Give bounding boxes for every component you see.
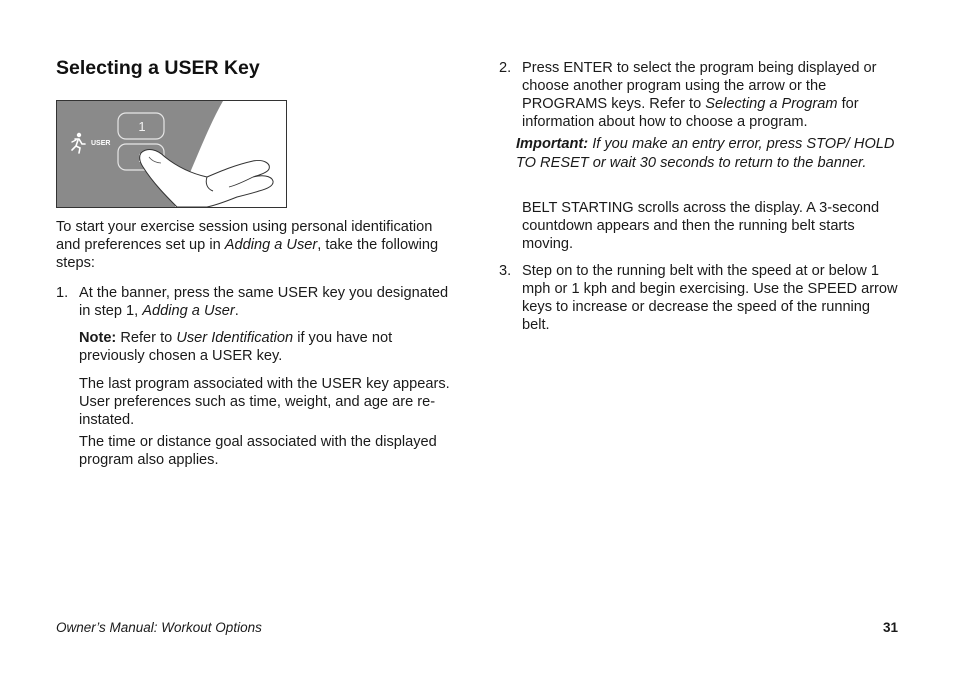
step2-link-selecting-program: Selecting a Program	[705, 96, 838, 112]
step1-text-1: At the banner, press the same USER key you designated in step 1,	[79, 285, 449, 319]
step1-note	[79, 329, 456, 365]
note-link-user-identification: User Identification	[176, 330, 294, 346]
step-number: 3.	[499, 263, 512, 279]
step-text	[79, 284, 456, 320]
step2-text-1: Press ENTER to select the program being displayed or choose another program using the arrow or the PROGRAMS keys. Refer to	[522, 60, 877, 112]
intro-link-adding-user: Adding a User	[224, 237, 318, 253]
intro-text-3: , take the following steps:	[56, 237, 439, 271]
step2-paragraph-2: BELT STARTING scrolls across the display. A 3-second countdown appears and then the running belt starts moving.	[522, 200, 880, 252]
note-text-1: Refer to	[116, 330, 177, 346]
step-number: 2.	[499, 60, 512, 76]
user-key-illustration	[56, 100, 287, 208]
step1-paragraph-3: The time or distance goal associated with the displayed program also applies.	[79, 434, 437, 468]
step-number: 1.	[56, 285, 69, 301]
important-label: Important:	[516, 136, 589, 152]
footer-title: Owner’s Manual: Workout Options	[56, 620, 262, 635]
step-text	[522, 59, 899, 131]
step-text: Step on to the running belt with the speed at or below 1 mph or 1 kph and begin exercising. Use the SPEED arrow keys to increase or decrease the speed of the running belt.	[522, 263, 898, 333]
page-number: 31	[882, 620, 898, 635]
note-label: Note:	[79, 330, 117, 346]
step1-paragraph-2: The last program associated with the USER key appears. User preferences such as time, weight, and age are re-instated.	[79, 376, 450, 428]
step1-link-adding-user: Adding a User	[142, 303, 235, 319]
step1-text-3: .	[234, 303, 239, 319]
user-label: USER	[91, 140, 111, 147]
key-1-label: 1	[138, 119, 146, 134]
page-heading: Selecting a USER Key	[56, 57, 260, 79]
intro-text-1: To start your exercise session using personal identification and preferences set up in	[56, 219, 433, 253]
note-text-3: if you have not previously chosen a USER key.	[79, 330, 393, 364]
important-text: If you make an entry error, press STOP/ HOLD TO RESET or wait 30 seconds to return to the banner.	[516, 136, 895, 171]
step2-important	[516, 135, 899, 172]
step2-text-3: for information about how to choose a program.	[522, 96, 859, 130]
intro-paragraph	[56, 218, 456, 272]
